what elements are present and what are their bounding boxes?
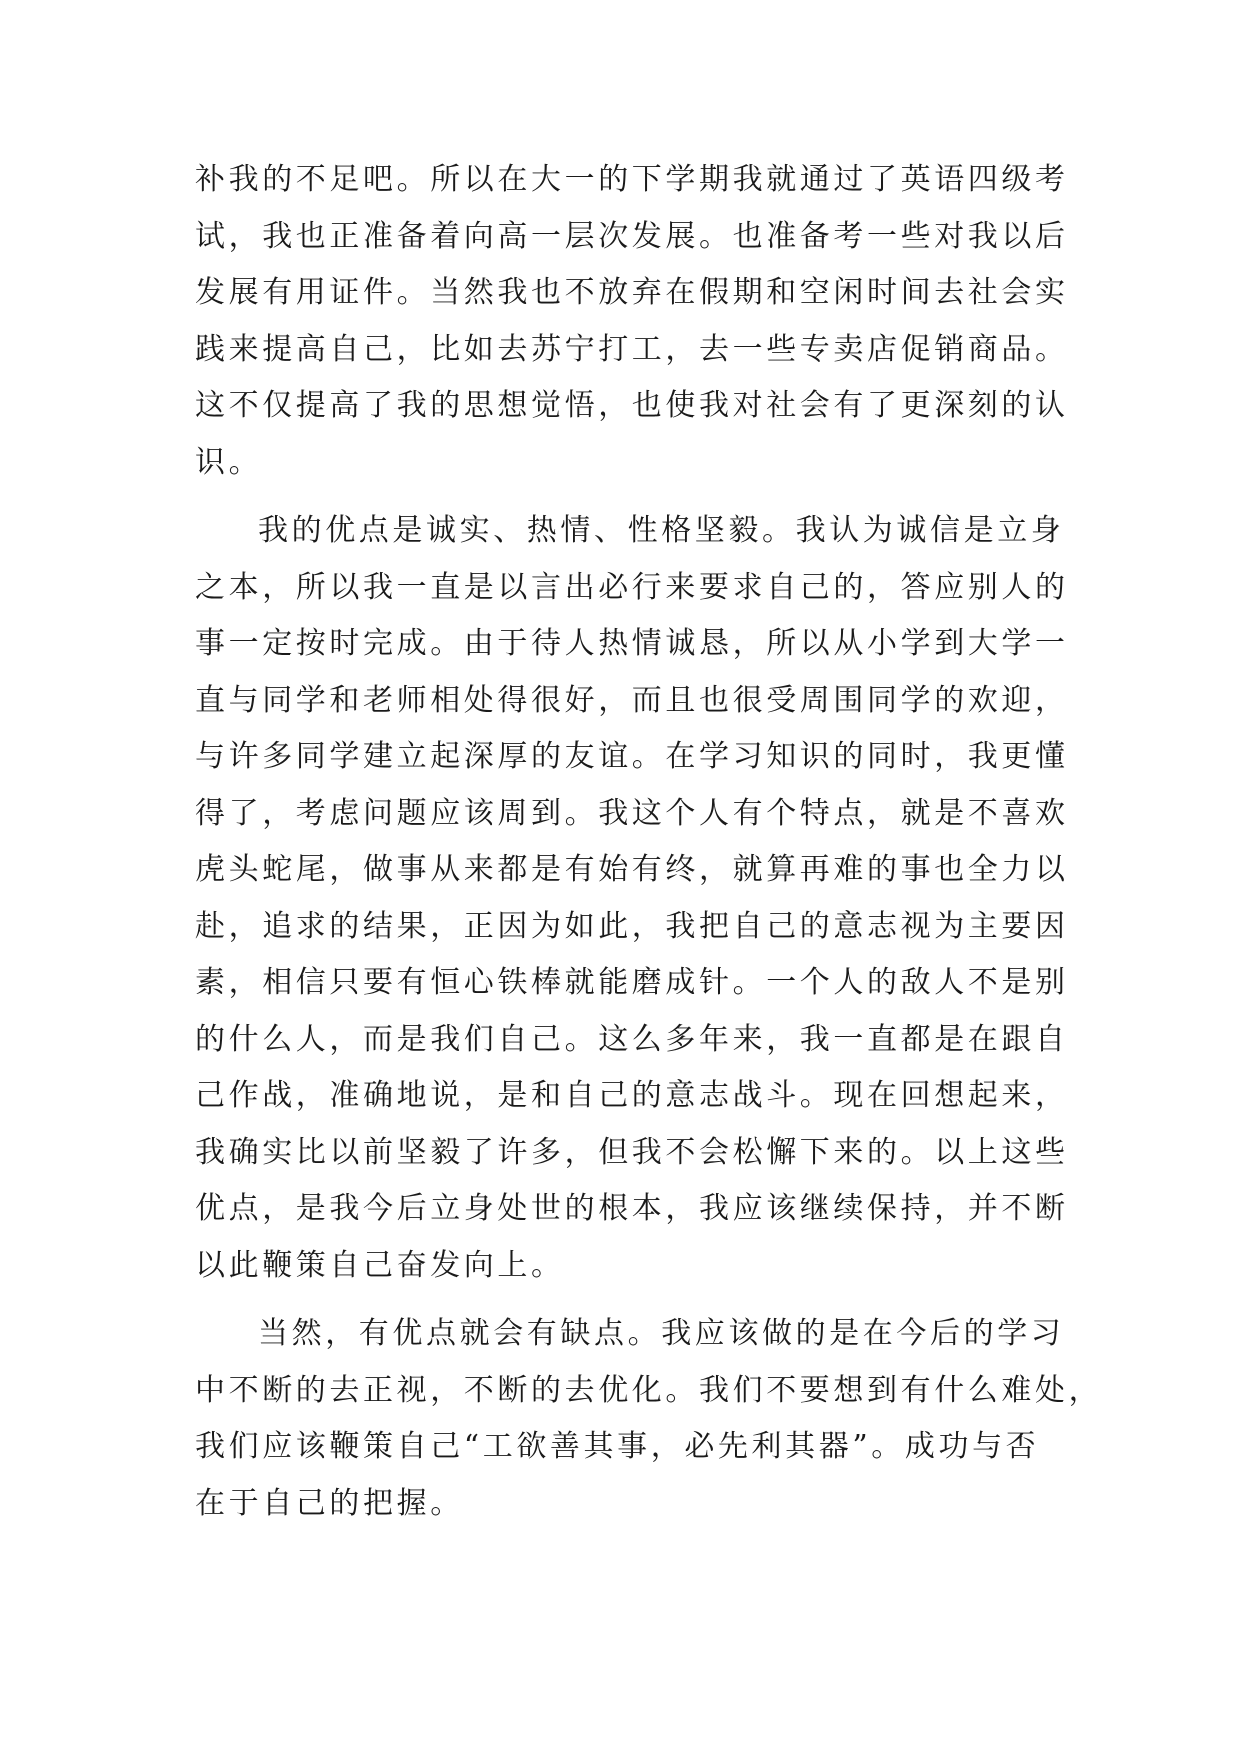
text-line: 中不断的去正视，不断的去优化。我们不要想到有什么难处， (195, 1372, 1103, 1408)
paragraph-3 (195, 1306, 1103, 1532)
document-body (195, 152, 1103, 1532)
text-line: 我确实比以前坚毅了许多，但我不会松懈下来的。以上这些 (195, 1134, 1069, 1170)
paragraph-1 (195, 152, 1075, 491)
text-line: 赴，追求的结果，正因为如此，我把自己的意志视为主要因 (195, 908, 1069, 944)
text-line: 优点，是我今后立身处世的根本，我应该继续保持，并不断 (195, 1191, 1069, 1226)
paragraph-2 (195, 503, 1075, 1294)
text-line: 虎头蛇尾，做事从来都是有始有终，就算再难的事也全力以 (195, 852, 1069, 887)
text-line: 的什么人，而是我们自己。这么多年来，我一直都是在跟自 (195, 1021, 1069, 1057)
text-line: 识。 (195, 444, 263, 480)
text-line: 之本，所以我一直是以言出必行来要求自己的，答应别人的 (195, 569, 1069, 605)
text-line: 试，我也正准备着向高一层次发展。也准备考一些对我以后 (195, 218, 1069, 254)
text-line: 我们应该鞭策自己“工欲善其事，必先利其器”。成功与否 (195, 1429, 1040, 1464)
text-line: 我的优点是诚实、热情、性格坚毅。我认为诚信是立身 (258, 513, 1065, 548)
text-line: 事一定按时完成。由于待人热情诚恳，所以从小学到大学一 (195, 626, 1069, 661)
text-line: 当然，有优点就会有缺点。我应该做的是在今后的学习 (258, 1316, 1065, 1351)
text-line: 践来提高自己，比如去苏宁打工，去一些专卖店促销商品。 (195, 331, 1069, 367)
text-line: 直与同学和老师相处得很好，而且也很受周围同学的欢迎， (195, 682, 1069, 718)
text-line: 在于自己的把握。 (195, 1485, 464, 1521)
text-line: 补我的不足吧。所以在大一的下学期我就通过了英语四级考 (195, 162, 1069, 197)
text-line: 发展有用证件。当然我也不放弃在假期和空闲时间去社会实 (195, 275, 1069, 310)
text-line: 素，相信只要有恒心铁棒就能磨成针。一个人的敌人不是别 (195, 965, 1069, 1000)
paragraph-spacer (195, 1294, 1075, 1306)
paragraph-spacer (195, 491, 1075, 503)
text-line: 这不仅提高了我的思想觉悟，也使我对社会有了更深刻的认 (195, 388, 1069, 423)
text-line: 与许多同学建立起深厚的友谊。在学习知识的同时，我更懂 (195, 739, 1069, 774)
text-line: 己作战，准确地说，是和自己的意志战斗。现在回想起来， (195, 1078, 1069, 1113)
text-line: 以此鞭策自己奋发向上。 (195, 1247, 565, 1283)
text-line: 得了，考虑问题应该周到。我这个人有个特点，就是不喜欢 (195, 795, 1069, 831)
